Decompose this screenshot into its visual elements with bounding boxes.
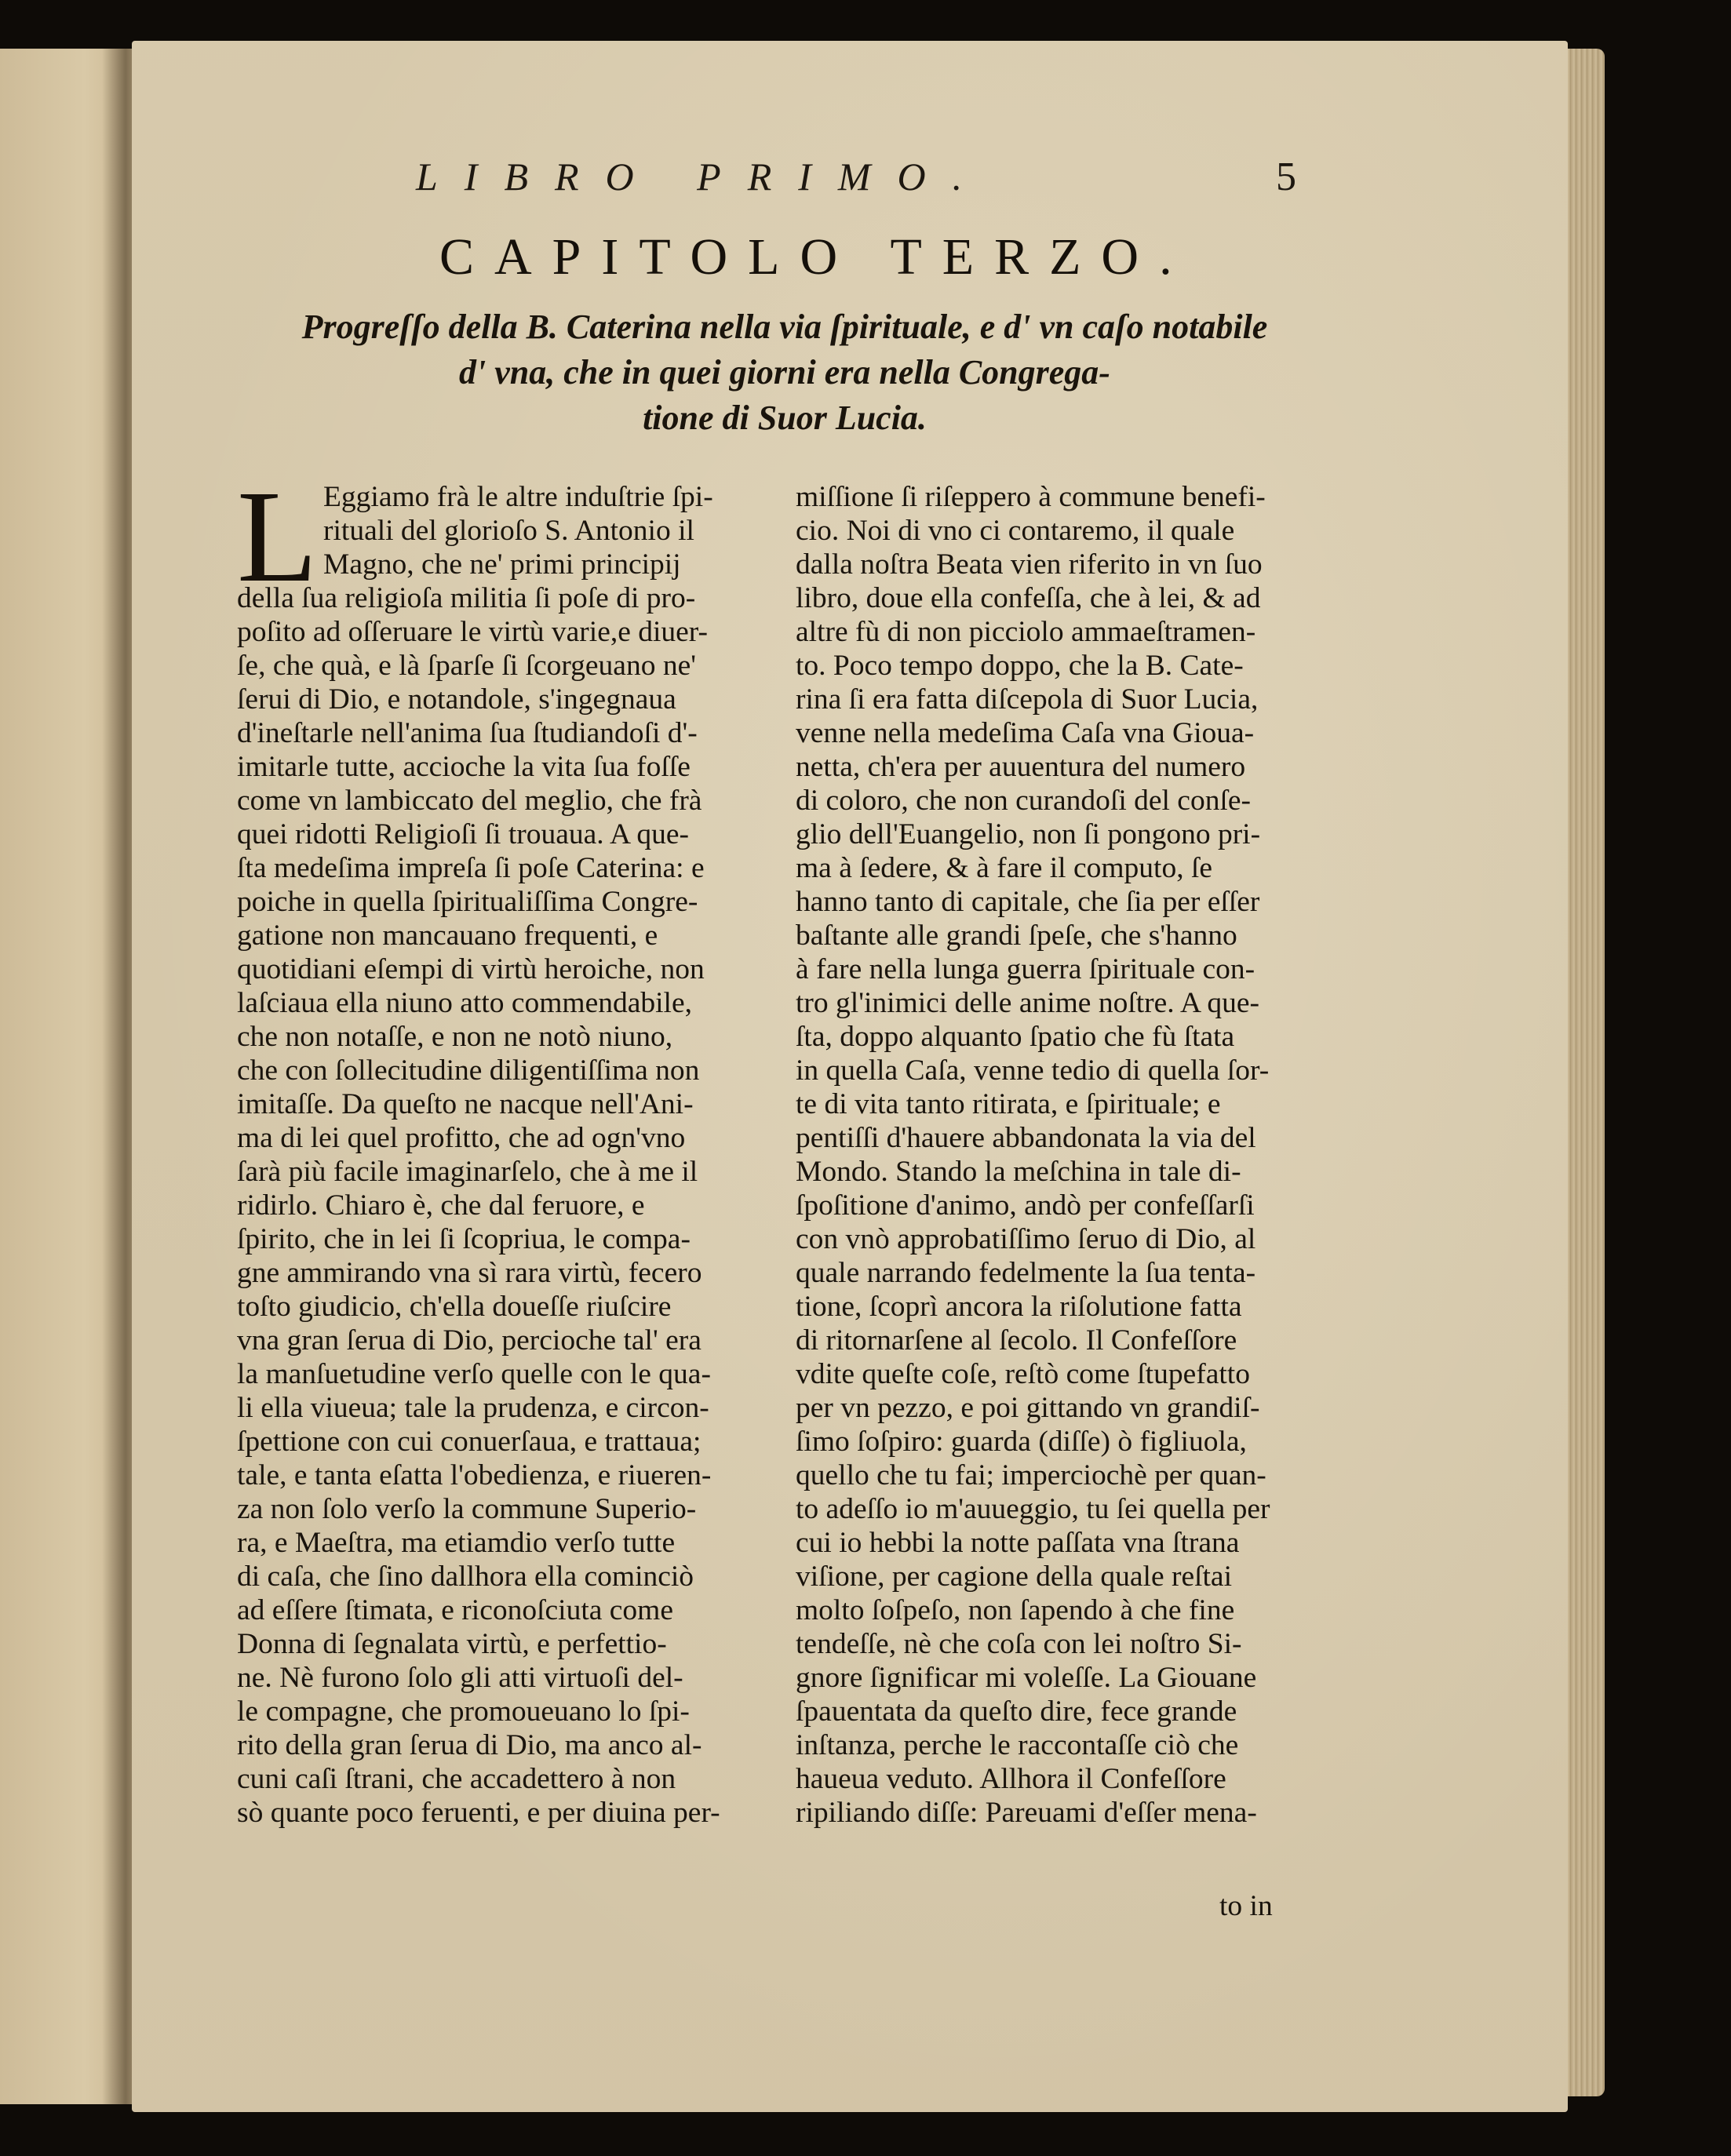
text-line: ſpoſitione d'animo, andò per confeſſarſi [796,1189,1255,1222]
text-line: ſe, che quà, e là ſparſe ſi ſcorgeuano ne' [237,650,696,682]
text-line: con vnò approbatiſſimo ſeruo di Dio, al [796,1223,1256,1255]
text-line: à fare nella lunga guerra ſpirituale con- [796,953,1255,985]
text-line: per vn pezzo, e poi gittando vn grandiſ- [796,1392,1260,1424]
text-line: pentiſſi d'hauere abbandonata la via del [796,1122,1256,1154]
text-line: vdite queſte coſe, reſtò come ſtupefatto [796,1358,1250,1390]
text-line: li ella viueua; tale la prudenza, e circon- [237,1392,709,1424]
text-line: poiche in quella ſpiritualiſſima Congre- [237,886,698,918]
text-line: gnore ſignificar mi voleſſe. La Giouane [796,1662,1257,1694]
text-line: te di vita tanto ritirata, e ſpirituale; e [796,1088,1221,1120]
text-line: la manſuetudine verſo quelle con le qua- [237,1358,711,1390]
text-line: ſpauentata da queſto dire, fece grande [796,1695,1237,1728]
text-line: Mondo. Stando la meſchina in tale di- [796,1156,1241,1188]
text-line: poſito ad oſſeruare le virtù varie,e diuer- [237,616,709,648]
text-line: ſpirito, che in lei ſi ſcopriua, le compa- [237,1223,691,1255]
text-line: haueua veduto. Allhora il Confeſſore [796,1763,1226,1795]
chapter-subtitle [228,304,1342,441]
text-line: za non ſolo verſo la commune Superio- [237,1493,697,1525]
text-line: ma di lei quel profitto, che ad ogn'vno [237,1122,686,1154]
text-line: tale, e tanta eſatta l'obedienza, e riueren- [237,1459,712,1491]
text-line: to. Poco tempo doppo, che la B. Cate- [796,650,1244,682]
text-line: ſpettione con cui conuerſaua, e trattaua; [237,1426,702,1458]
text-line: cio. Noi di vno ci contaremo, il quale [796,515,1235,547]
text-line: dalla noſtra Beata vien riferito in vn ſuo [796,548,1263,581]
text-line: Donna di ſegnalata virtù, e perfettio- [237,1628,667,1660]
text-line: cuni caſi ſtrani, che accadettero à non [237,1763,676,1795]
text-line: ſarà più facile imaginarſelo, che à me il [237,1156,698,1188]
text-line: rina ſi era fatta diſcepola di Suor Lucia, [796,683,1259,716]
text-line: ſimo ſoſpiro: guarda (diſſe) ò figliuola, [796,1426,1247,1458]
text-line: che non notaſſe, e non ne notò niuno, [237,1021,673,1053]
subtitle-line: d' vna, che in quei giorni era nella Congrega- [459,353,1110,392]
text-line: di ritornarſene al ſecolo. Il Confeſſore [796,1324,1237,1357]
text-line: Magno, che ne' primi principij [323,548,681,581]
text-line: laſciaua ella niuno atto commendabile, [237,987,692,1019]
text-line: ridirlo. Chiaro è, che dal feruore, e [237,1189,645,1222]
text-line: libro, doue ella confeſſa, che à lei, & ad [796,582,1261,614]
text-line: cui io hebbi la notte paſſata vna ſtrana [796,1527,1240,1559]
text-line: tione, ſcoprì ancora la riſolutione fatta [796,1291,1242,1323]
text-line: ſta, doppo alquanto ſpatio che fù ſtata [796,1021,1235,1053]
text-line: come vn lambiccato del meglio, che frà [237,785,702,817]
text-line: hanno tanto di capitale, che ſia per eſſer [796,886,1260,918]
text-line: d'ineſtarle nell'anima ſua ſtudiandoſi d'- [237,717,698,749]
text-line: quello che tu fai; imperciochè per quan- [796,1459,1266,1491]
text-line: altre fù di non picciolo ammaeſtramen- [796,616,1256,648]
text-line: imitarle tutte, accioche la vita ſua foſſe [237,751,691,783]
text-line: della ſua religioſa militia ſi poſe di pro- [237,582,696,614]
text-line: di coloro, che non curandoſi del conſe- [796,785,1252,817]
chapter-title: CAPITOLO TERZO. [439,228,1193,286]
text-line: toſto giudicio, ch'ella doueſſe riuſcire [237,1291,672,1323]
text-line: ne. Nè furono ſolo gli atti virtuoſi del- [237,1662,683,1694]
text-line: ra, e Maeſtra, ma etiamdio verſo tutte [237,1527,676,1559]
text-line: ripiliando diſſe: Pareuami d'eſſer mena- [796,1797,1257,1829]
text-line: tro gl'inimici delle anime noſtre. A que- [796,987,1259,1019]
text-line: ſta medeſima impreſa ſi poſe Caterina: e [237,852,705,884]
text-line: tendeſſe, nè che coſa con lei noſtro Si- [796,1628,1242,1660]
text-line: viſione, per cagione della quale reſtai [796,1561,1232,1593]
drop-cap: L [237,464,318,610]
text-line: ad eſſere ſtimata, e riconoſciuta come [237,1594,673,1626]
text-line: quale narrando fedelmente la ſua tenta- [796,1257,1256,1289]
text-line: vna gran ſerua di Dio, percioche tal' era [237,1324,702,1357]
text-line: gne ammirando vna sì rara virtù, fecero [237,1257,702,1289]
text-line: baſtante alle grandi ſpeſe, che s'hanno [796,920,1237,952]
text-line: netta, ch'era per auuentura del numero [796,751,1246,783]
text-line: gatione non mancauano frequenti, e [237,920,658,952]
catchword: to in [1219,1890,1273,1922]
text-line: sò quante poco feruenti, e per diuina per- [237,1797,720,1829]
text-line: di caſa, che ſino dallhora ella cominciò [237,1561,694,1593]
text-line: quotidiani eſempi di virtù heroiche, non [237,953,705,985]
subtitle-line: Progreſſo della B. Caterina nella via ſpirituale, e d' vn caſo notabile [301,308,1268,346]
right-text-column [796,480,1337,1830]
text-line: ſerui di Dio, e notandole, s'ingegnaua [237,683,676,716]
text-line: to adeſſo io m'auueggio, tu ſei quella per [796,1493,1270,1525]
text-line: rito della gran ſerua di Dio, ma anco al- [237,1729,702,1761]
subtitle-line: tione di Suor Lucia. [643,399,927,437]
text-line: in quella Caſa, venne tedio di quella ſor- [796,1054,1270,1087]
page-number: 5 [1276,155,1296,199]
left-text-column [237,464,778,1830]
text-line: inſtanza, perche le raccontaſſe ciò che [796,1729,1239,1761]
running-title: LIBRO PRIMO. [416,155,989,198]
text-line: Eggiamo frà le altre induſtrie ſpi- [323,481,713,513]
text-line: le compagne, che promoueuano lo ſpi- [237,1695,690,1728]
text-line: rituali del glorioſo S. Antonio il [323,515,694,547]
text-line: glio dell'Euangelio, non ſi pongono pri- [796,818,1261,850]
text-line: quei ridotti Religioſi ſi trouaua. A que- [237,818,689,850]
text-line: miſſione ſi riſeppero à commune benefi- [796,481,1266,513]
page-edges [1565,49,1605,2096]
text-line: ma à ſedere, & à fare il computo, ſe [796,852,1213,884]
text-line: molto ſoſpeſo, non ſapendo à che fine [796,1594,1235,1626]
text-line: imitaſſe. Da queſto ne nacque nell'Ani- [237,1088,694,1120]
text-line: venne nella medeſima Caſa vna Gioua- [796,717,1255,749]
text-line: che con ſollecitudine diligentiſſima non [237,1054,700,1087]
